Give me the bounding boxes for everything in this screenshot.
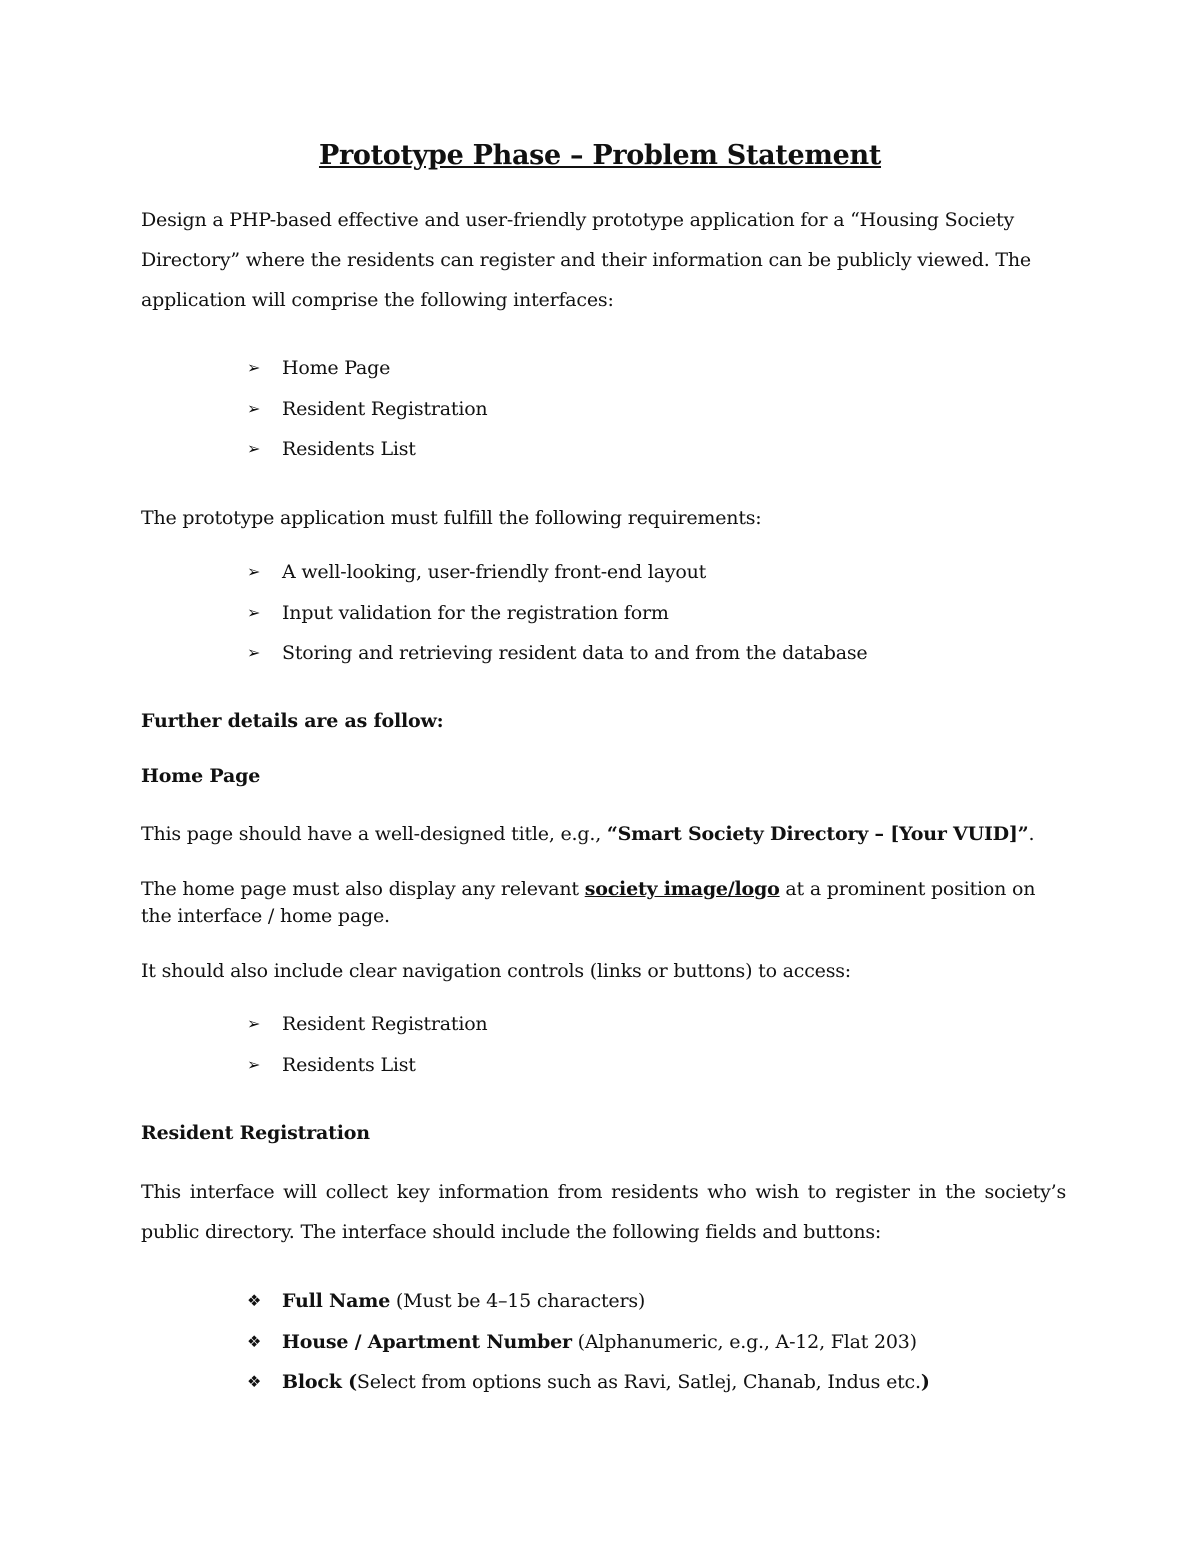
list-item: ➢ Resident Registration	[247, 1004, 487, 1045]
arrow-bullet-icon: ➢	[247, 439, 261, 458]
arrow-bullet-icon: ➢	[247, 358, 261, 377]
further-details-heading: Further details are as follow:	[141, 710, 444, 732]
interfaces-list	[247, 348, 487, 470]
home-logo-paragraph: The home page must also display any relevant society image/logo at a prominent position on the interface / home page.	[141, 878, 1036, 927]
four-diamond-bullet-icon: ❖	[247, 1331, 262, 1351]
list-item: ➢ Input validation for the registration form	[247, 593, 867, 634]
list-item: ➢ Residents List	[247, 429, 487, 470]
list-item: ➢ Home Page	[247, 348, 487, 389]
arrow-bullet-icon: ➢	[247, 602, 261, 622]
arrow-bullet-icon: ➢	[247, 1054, 261, 1074]
home-title-paragraph: This page should have a well-designed title, e.g., “Smart Society Directory – [Your VUID]”.	[141, 823, 1035, 845]
registration-heading: Resident Registration	[141, 1122, 370, 1144]
home-nav-intro: It should also include clear navigation controls (links or buttons) to access:	[141, 960, 851, 982]
logo-term: society image/logo	[584, 878, 780, 900]
four-diamond-bullet-icon: ❖	[247, 1372, 262, 1391]
intro-paragraph: Design a PHP-based effective and user-friendly prototype application for a “Housing Society Directory” where the residents can register and their information can be publicly viewed. The application will comprise the following interfaces:	[141, 209, 1031, 311]
registration-fields-list	[247, 1281, 930, 1403]
home-nav-list	[247, 1004, 487, 1085]
arrow-bullet-icon: ➢	[247, 1014, 261, 1033]
registration-description: This interface will collect key information from residents who wish to register in the society’s public directory. The interface should include the following fields and buttons:	[141, 1181, 1066, 1243]
arrow-bullet-icon: ➢	[247, 562, 261, 581]
list-item: ❖ Full Name (Must be 4–15 characters)	[247, 1281, 930, 1322]
home-page-heading: Home Page	[141, 765, 261, 787]
list-item: ➢ Residents List	[247, 1045, 487, 1086]
list-item: ➢ Resident Registration	[247, 389, 487, 430]
requirements-intro: The prototype application must fulfill the following requirements:	[141, 507, 762, 529]
arrow-bullet-icon: ➢	[247, 643, 261, 662]
list-item: ➢ A well-looking, user-friendly front-end layout	[247, 552, 867, 593]
list-item: ❖ Block (Select from options such as Ravi, Satlej, Chanab, Indus etc.)	[247, 1362, 930, 1403]
four-diamond-bullet-icon: ❖	[247, 1291, 262, 1310]
requirements-list	[247, 552, 867, 674]
arrow-bullet-icon: ➢	[247, 398, 261, 418]
list-item: ❖ House / Apartment Number (Alphanumeric, e.g., A-12, Flat 203)	[247, 1322, 930, 1363]
list-item: ➢ Storing and retrieving resident data to and from the database	[247, 633, 867, 674]
title-example: “Smart Society Directory – [Your VUID]”	[606, 823, 1029, 845]
page-title: Prototype Phase – Problem Statement	[318, 140, 882, 171]
